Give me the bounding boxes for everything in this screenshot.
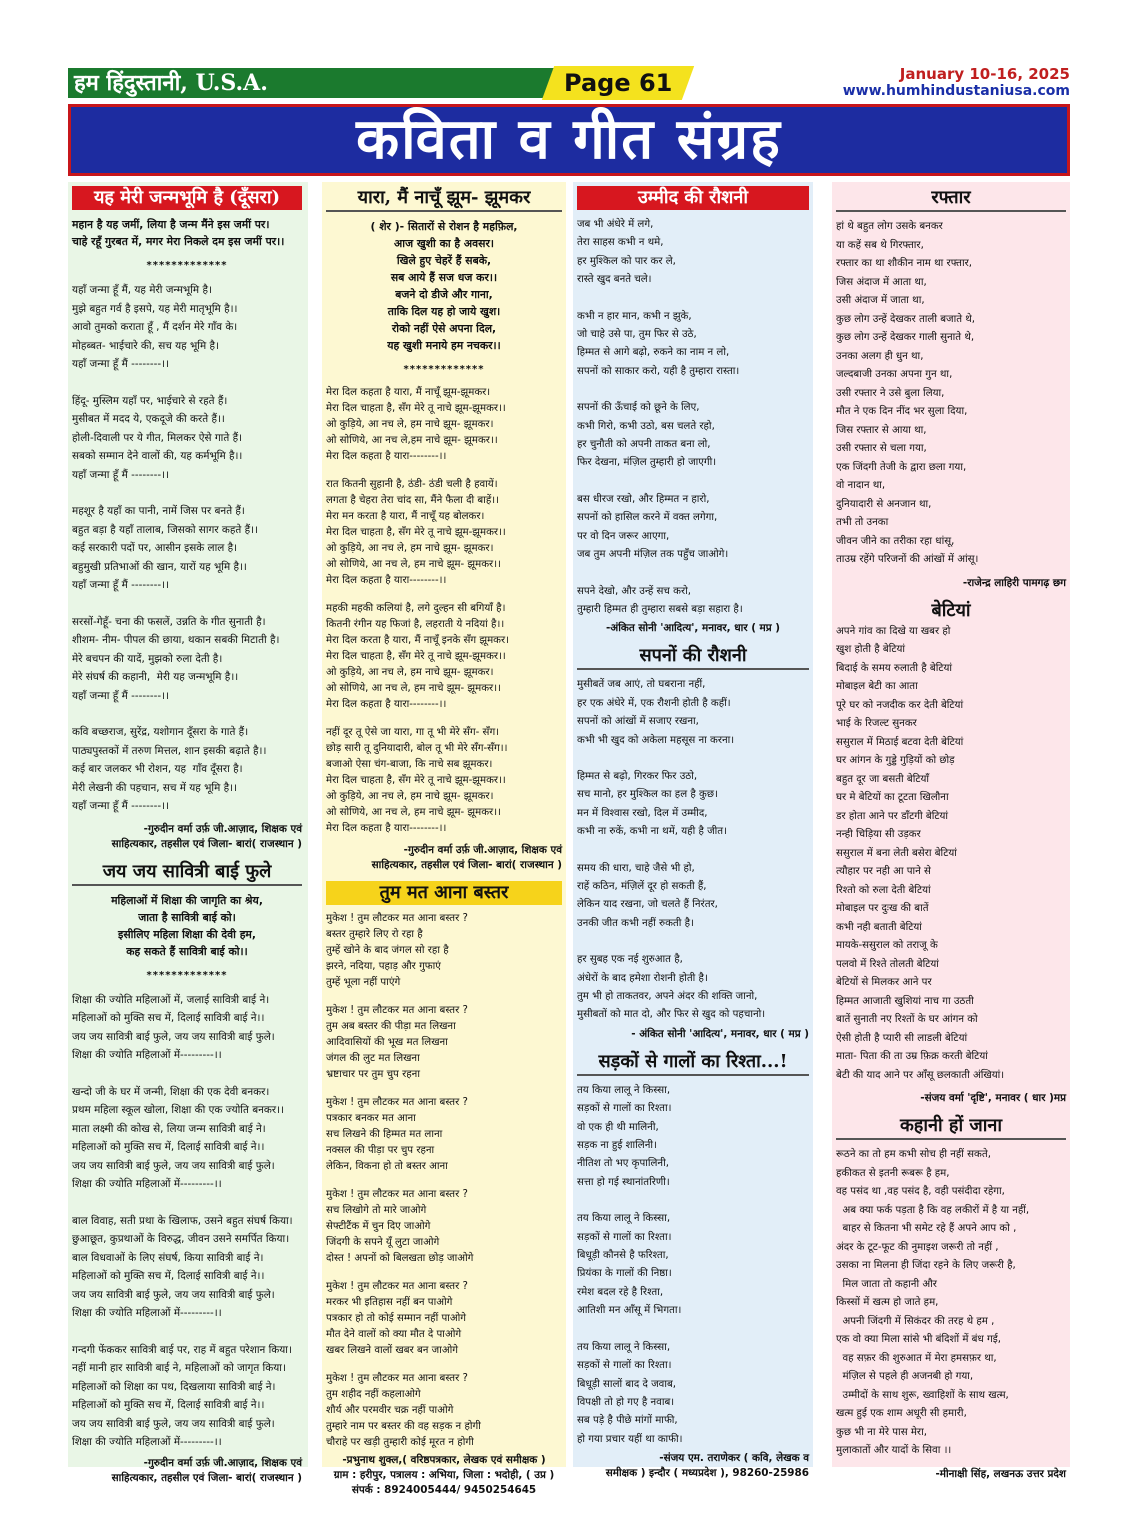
poem-author: -मीनाक्षी सिंह, लखनऊ उत्तर प्रदेश [935,1467,1066,1480]
poem-title-savitribai: जय जय सावित्री बाई फुले [72,860,302,886]
poem-author: -गुरुदीन वर्मा उर्फ़ जी.आज़ाद, शिक्षक एवं साहित्यकार, तहसील एवं जिला- बारां( राजस्थान ) [371,844,562,871]
poem-title-kahani: कहानी हों जाना [836,1114,1066,1140]
stanza: बस धीरज रखो, और हिम्मत न हारो, सपनों को हासिल करने में वक्त लगेगा, पर वो दिन जरूर आएगा, जब तुम अपनी मंज़िल तक पहुँच जाओगे। [577,493,729,561]
stanza: यहाँ जन्मा हूँ मैं, यह मेरी जन्मभूमि है। मुझे बहुत गर्व है इसपे, यह मेरी मातृभूमि है।। आवो तुमको कराता हूँ , मैं दर्शन मेरे गाँव के। मोहब्बत- भाईचारे की, सच यह भूमि है। यहाँ जन्मा हूँ मैं --------।। [72,284,238,370]
poem-intro: महिलाओं में शिक्षा की जागृति का श्रेय, जाता है सावित्री बाई को। इसीलिए महिला शिक्षा की देवी हम, कह सकते हैं सावित्री बाई को।। [111,893,263,958]
poem-intro: महान है यह जमीं, लिया है जन्म मैंने इस जमीं पर। चाहे रहूँ गुरबत में, मगर मेरा निकले दम इस जमीं पर।। [72,218,285,248]
stanza: खन्दो जी के घर में जन्मी, शिक्षा की एक देवी बनकर। प्रथम महिला स्कूल खोला, शिक्षा की एक ज्योति बनकर।। माता लक्ष्मी की कोख से, लिया जन्म सावित्री बाई ने। महिलाओं को मुक्ति सच में, दिलाई सावित्री बाई ने।। जय जय सावित्री बाई फुले, जय जय सावित्री बाई फुले। शिक्षा की ज्योति महिलाओं में---------।। [72,1085,285,1190]
separator-stars: ************* [146,260,228,271]
stanza: कवि बच्छराज, सुरेंद्र, यशोगान दूँसरा के गाते हैं। पाठ्यपुस्तकों में तरुण मित्तल, शान इसकी बढ़ाते है।। कई बार जलकर भी रोशन, यह गाँव दूँसरा है। मेरी लेखनी की पहचान, सच में यह भूमि है।। यहाँ जन्मा हूँ मैं --------।। [72,726,267,812]
stanza: हिम्मत से बढ़ो, गिरकर फिर उठो, सच मानो, हर मुश्किल का हल है कुछ। मन में विश्वास रखो, दिल में उम्मीद, कभी ना रुकें, कभी ना थमें, यही है जीत। [577,770,727,838]
stanza: शिक्षा की ज्योति महिलाओं में, जलाई सावित्री बाई ने। महिलाओं को मुक्ति सच में, दिलाई सावित्री बाई ने।। जय जय सावित्री बाई फुले, जय जय सावित्री बाई फुले। शिक्षा की ज्योति महिलाओं में---------।। [72,993,275,1061]
column-3 [573,182,813,1480]
website-link[interactable]: www.humhindustaniusa.com [842,83,1070,99]
stanza: मुकेश ! तुम लौटकर मत आना बस्तर ? तुम अब बस्तर की पीड़ा मत लिखना आदिवासियों की भूख मत लिखना जंगल की लुट मत लिखना भ्रष्टाचार पर तुम चुप रहना [326,1005,468,1080]
poem-intro: ( शेर )- सितारों से रोशन है महफ़िल, आज खुशी का है अवसर। खिले हुए चेहरें हैं सबके, सब आये हैं सज धज कर।। बजने दो डीजे और गाना, ताकि दिल यह हो जाये खुश। रोको नहीं ऐसे अपना दिल, यह खुशी मनाये हम नचकर।। [370,220,518,352]
stanza: मुकेश ! तुम लौटकर मत आना बस्तर ? तुम शहीद नहीं कहलाओगे शौर्य और परमवीर चक्र नहीं पाओगे तुम्हारे नाम पर बस्तर की वह सड़क न होगी चौराहे पर खड़ी तुम्हारी कोई मूरत न होगी [326,1373,481,1448]
poem-author: -प्रभुनाथ शुक्ल,( वरिष्ठपत्रकार, लेखक एवं समीक्षक ) ग्राम : हरीपुर, पत्रालय : अभिया, जिला : भदोही, ( उप्र ) संपर्क : 8924005444/ 9450254645 [333,1454,555,1496]
issue-date: January 10-16, 2025 [899,65,1070,83]
poem-title-ummeed: उम्मीद की रौशनी [577,186,809,210]
stanza: बाल विवाह, सती प्रथा के खिलाफ, उसने बहुत संघर्ष किया। छुआछूत, कुप्रथाओं के विरुद्ध, जीवन उसने समर्पित किया। बाल विधवाओं के लिए संघर्ष, किया सावित्री बाई ने। महिलाओं को मुक्ति सच में, दिलाई सावित्री बाई ने।। जय जय सावित्री बाई फुले, जय जय सावित्री बाई फुले। शिक्षा की ज्योति महिलाओं में---------।। [72,1214,293,1319]
column-4 [832,182,1070,1480]
stanza: रात कितनी सुहानी है, ठंडी- ठंडी चली है हवायें। लगता है चेहरा तेरा चांद सा, मैंने फैला दी बाहें।। मेरा मन करता है यारा, मैं नाचूँ यह बोलकर। मेरा दिल चाहता है, सँग मेरे तू नाचे झूम-झूमकर।। ओ कुड़िये, आ नच ले, हम नाचे झूम- झूमकर। ओ सोणिये, आ नच ले, हम नाचे झूम- झूमकर।। मेरा दिल कहता है यारा--------।। [326,479,506,586]
poem-title-betiyan: बेटियां [931,599,971,621]
masthead [68,66,1070,100]
poem-author: -संजय वर्मा 'दृष्टि', मनावर ( धार )मप्र [920,1092,1066,1104]
poem-author: -गुरुदीन वर्मा उर्फ़ जी.आज़ाद, शिक्षक एवं साहित्यकार, तहसील एवं जिला- बारां( राजस्थान ) [111,822,302,850]
poem-author: - अंकित सोनी 'आदित्य', मनावर, धार ( मप्र ) [631,1027,809,1040]
poem-author: -गुरुदीन वर्मा उर्फ़ जी.आज़ाद, शिक्षक एवं साहित्यकार, तहसील एवं जिला- बारां( राजस्थान ) [111,1456,302,1484]
stanza: गन्दगी फेंककर सावित्री बाई पर, राह में बहुत परेशान किया। नहीं मानी हार सावित्री बाई ने, महिलाओं को जागृत किया। महिलाओं को शिक्षा का पथ, दिखलाया सावित्री बाई ने। महिलाओं को मुक्ति सच में, दिलाई सावित्री बाई ने।। जय जय सावित्री बाई फुले, जय जय सावित्री बाई फुले। शिक्षा की ज्योति महिलाओं में---------।। [72,1343,292,1448]
page-number [542,66,694,100]
poem-title-sapnon: सपनों की रौशनी [577,644,809,670]
stanza: कभी न हार मान, कभी न झुके, जो चाहे उसे पा, तुम फिर से उठे, हिम्मत से आगे बढ़ो, रुकने का नाम न लो, सपनों को साकार करो, यही है तुम्हारा रास्ता। [577,310,740,377]
poem-author: -संजय एम. तराणेकर ( कवि, लेखक व समीक्षक ) इन्दौर ( मध्यप्रदेश ), 98260-25986 [605,1452,809,1480]
newspaper-name: हम हिंदुस्तानी, U.S.A. [68,68,568,98]
separator-stars: ************* [146,969,228,981]
stanza: जब भी अंधेरे में लगे, तेरा साहस कभी न थमे, हर मुश्किल को पार कर ले, रास्ते खुद बनते चले। [577,219,676,286]
stanza: मुकेश ! तुम लौटकर मत आना बस्तर ? मरकर भी इतिहास नहीं बन पाओगे पत्रकार हो तो कोई सम्मान नहीं पाओगे मौत देने वालों को क्या मौत दे पाओगे खबर लिखने वालों खबर बन जाओगे [326,1281,468,1356]
poem-title-raftaar: रफ्तार [836,186,1066,212]
stanza: सपने देखो, और उन्हें सच करो, तुम्हारी हिम्मत ही तुम्हारा सबसे बड़ा सहारा है। [577,585,743,615]
stanza: रूठने का तो हम कभी सोच ही नहीं सकते, हकीकत से इतनी रूबरू है हम, वह पसंद था ,वह पसंद है, वही पसंदीदा रहेगा, अब क्या फर्क पड़ता है कि वह लकीरों में है या नहीं, बाहर से कितना भी समेट रहे हैं अपने आप को , अंदर के टूट-फूट की नुमाइश जरूरी तो नहीं , उसका ना मिलना ही जिंदा रहने के लिए जरूरी है, मिल जाता तो कहानी और किस्सों में खत्म हो जाते हम, अपनी जिंदगी में सिकंदर की तरह थे हम , एक वो क्या मिला सांसे भी बंदिशों में बंध गई, वह सफ़र की शुरुआत में मेरा हमसफ़र था, मंज़िल से पहले ही अजनबी हो गया, उम्मीदों के साथ शुरू, ख्वाहिशों के साथ खत्म, खत्म हुई एक शाम अधूरी सी हमारी, कुछ भी ना मेरे पास मेरा, मुलाकातों और यादों के सिवा ।। [836,1149,1030,1456]
column-1 [68,182,308,1484]
poem-title-sadkon: सड़कों से गालों का रिश्ता...! [577,1050,809,1076]
poem-title-yaara: यारा, मैं नाचूँ झूम- झूमकर [326,186,562,212]
stanza: मुकेश ! तुम लौटकर मत आना बस्तर ? सच लिखोगे तो मारे जाओगे सेफ्टीटैंक में चुन दिए जाओगे जिंदगी के सपने यूँ लुटा जाओगे दोस्त ! अपनों को बिलखता छोड़ जाओगे [326,1189,474,1264]
stanza: सरसों-गेहूँ- चना की फसलें, उन्नति के गीत सुनाती है। शीशम- नीम- पीपल की छाया, थकान सबकी मिटाती है। मेरे बचपन की यादें, मुझको रुला देती है। मेरे संघर्ष की कहानी, मेरी यह जन्मभूमि है।। यहाँ जन्मा हूँ मैं --------।। [72,615,280,702]
stanza: हां थे बहुत लोग उसके बनकर या कहें सब थे गिरफ्तार, रफ्तार का था शौकीन नाम था रफ्तार, जिस अंदाज में आता था, उसी अंदाज में जाता था, कुछ लोग उन्हें देखकर ताली बजाते थे, कुछ लोग उन्हें देखकर गाली सुनाते थे, उनका अलग ही धुन था, जल्दबाजी उनका अपना गुन था, उसी रफ्तार ने उसे बुला लिया, मौत ने एक दिन नींद भर सुला दिया, जिस रफ्तार से आया था, उसी रफ्तार से चला गया, एक जिंदगी तेजी के द्वारा छला गया, वो नादान था, दुनियादारी से अनजान था, तभी तो उनका जीवन जीने का तरीका रहा धांसू, ताउम्र रहेंगे परिजनों की आंखों में आंसू। [836,221,979,565]
column-2 [322,182,566,1496]
stanza: नहीं दूर तू ऐसे जा यारा, गा तू भी मेरे सँग- सँग। छोड़ सारी तू दुनियादारी, बोल तू भी मेरे सँग-सँग।। बजाओ ऐसा चंग-बाजा, कि नाचे सब झूमकर। मेरा दिल चाहता है, सँग मेरे तू नाचे झूम-झूमकर।। ओ कुड़िये, आ नच ले, हम नाचे झूम- झूमकर। ओ सोणिये, आ नच ले, हम नाचे झूम- झूमकर।। मेरा दिल कहता है यारा--------।। [326,727,508,834]
poem-author: -अंकित सोनी 'आदित्य', मनावर, धार ( मप्र ) [605,622,781,635]
stanza: तय किया लालू ने किस्सा, सड़कों से गालों का रिश्ता। बिधूड़ी कौनसे है फरिश्ता, प्रियंका के गालों की निष्ठा। रमेश बदल रहे है रिश्ता, आतिशी मन आँसू में भिगता। [577,1213,682,1317]
separator-stars: ************* [403,364,485,375]
stanza: महकी महकी कलियां है, लगे दुल्हन सी बगियाँ है। कितनी रंगीन यह फिजां है, लहराती ये नदियां है।। मेरा दिल करता है यारा, मैं नाचूँ इनके सँग झूमकर। मेरा दिल चाहता है, सँग मेरे तू नाचे झूम-झूमकर।। ओ कुड़िये, आ नच ले, हम नाचे झूम- झूमकर। ओ सोणिये, आ नच ले, हम नाचे झूम- झूमकर।। मेरा दिल कहता है यारा--------।। [326,603,510,710]
poem-title-bastar: तुम मत आना बस्तर [326,881,562,905]
poem-title-janmabhoomi: यह मेरी जन्मभूमि है (दूँसरा) [72,186,302,210]
stanza: मुकेश ! तुम लौटकर मत आना बस्तर ? पत्रकार बनकर मत आना सच लिखने की हिम्मत मत लाना नक्सल की पीड़ा पर चुप रहना लेकिन, विकना हो तो बस्तर आना [326,1097,468,1172]
stanza: हिंदू- मुस्लिम यहाँ पर, भाईचारे से रहते हैं। मुसीबत में मदद ये, एकदूजे की करते हैं।। होली-दिवाली पर ये गीत, मिलकर ऐसे गाते हैं। सबको सम्मान देने वालों की, यह कर्मभूमि है।। यहाँ जन्मा हूँ मैं --------।। [72,394,243,481]
stanza: महशूर है यहाँ का पानी, नामें जिस पर बनते हैं। बहुत बड़ा है यहाँ तालाब, जिसको सागर कहते हैं।। कई सरकारी पदों पर, आसीन इसके लाल है। बहुमुखी प्रतिभाओं की खान, यारों यह भूमि है।। यहाँ जन्मा हूँ मैं --------।। [72,505,259,591]
stanza: मुकेश ! तुम लौटकर मत आना बस्तर ? बस्तर तुम्हारे लिए रो रहा है तुम्हें खोने के बाद जंगल सो रहा है झरने, नदिया, पहाड़ और गुफाएं तुम्हें भूला नहीं पाएंगे [326,913,468,988]
poem-author: -राजेन्द्र लाहिरी पामगढ़ छग [962,576,1066,589]
page-number-text: Page 61 [563,69,673,97]
stanza: अपने गांव का दिखे या खबर हो खुश होती है बेटियां बिदाई के समय रुलाती है बेटियां मोबाइल बेटी का आता पूरे घर को नजदीक कर देती बेटियां भाई के रिजल्ट सुनकर ससुराल में मिठाई बटवा देती बेटियां घर आंगन के गुड्डे गुड़ियों को छोड़ बहुत दूर जा बसती बेटियाँ घर मे बेटियों का टूटता खिलौना डर होता आने पर डाँटगी बेटियां नन्ही चिड़िया सी उड़कर ससुराल में बना लेती बसेरा बेटियां त्यौहार पर नही आ पाने से रिश्तो को रुला देती बेटियां मोबाइल पर दुःख की बातें कभी नही बताती बेटियां मायके-ससुराल को तराजू के पलवो में रिश्ते तोलती बेटियां बेटियों से मिलकर आने पर हिम्मत आजाती खुशियां नाच गा उठती बातें सुनाती नए रिश्तों के घर आंगन को ऐसी होती है प्यारी सी लाडली बेटियां माता- पिता की ता उम्र फ़िक्र करती बेटियां बेटी की याद आने पर आँसू छलकाती अंखियां। [836,625,1005,1081]
stanza: हर सुबह एक नई शुरुआत है, अंधेरों के बाद हमेशा रोशनी होती है। तुम भी हो ताकतवर, अपने अंदर की शक्ति जानो, मुसीबतों को मात दो, और फिर से खुद को पहचानो। [577,954,766,1021]
stanza: तय किया लालू ने किस्सा, सड़कों से गालों का रिश्ता। बिधूड़ी सालों बाद दे जवाब, विपक्षी तो हो गए है नवाब। सब पड़े है पीछे मांगों माफी, हो गया प्रचार यहीं था काफी। [577,1341,683,1445]
stanza: समय की धारा, चाहे जैसे भी हो, राहें कठिन, मंज़िलें दूर हो सकती हैं, लेकिन याद रखना, जो चलते हैं निरंतर, उनकी जीत कभी नहीं रुकती है। [577,862,718,929]
stanza: मुसीबतें जब आएं, तो घबराना नहीं, हर एक अंधेरे में, एक रौशनी होती है कहीं। सपनों को आंखों में सजाए रखना, कभी भी खुद को अकेला महसूस ना करना। [577,679,735,746]
stanza: मेरा दिल कहता है यारा, मैं नाचूँ झूम-झूमकर। मेरा दिल चाहता है, सँग मेरे तू नाचे झूम-झूमकर।। ओ कुड़िये, आ नच ले, हम नाचे झूम- झूमकर। ओ सोणिये, आ नच ले,हम नाचे झूम- झूमकर।। मेरा दिल कहता है यारा--------।। [326,387,506,462]
section-banner: कविता व गीत संग्रह [68,104,1070,176]
stanza: तय किया लालू ने किस्सा, सड़कों से गालों का रिश्ता। वो एक ही थी मालिनी, सड़क ना हुई शालिनी। नीतिश तो भए कृपालिनी, सत्ता हो गई स्थानांतरिणी। [577,1084,672,1188]
stanza: सपनों की ऊँचाई को छूने के लिए, कभी गिरो, कभी उठो, बस चलते रहो, हर चुनौती को अपनी ताकत बना लो, फिर देखना, मंज़िल तुम्हारी हो जाएगी। [577,402,717,469]
